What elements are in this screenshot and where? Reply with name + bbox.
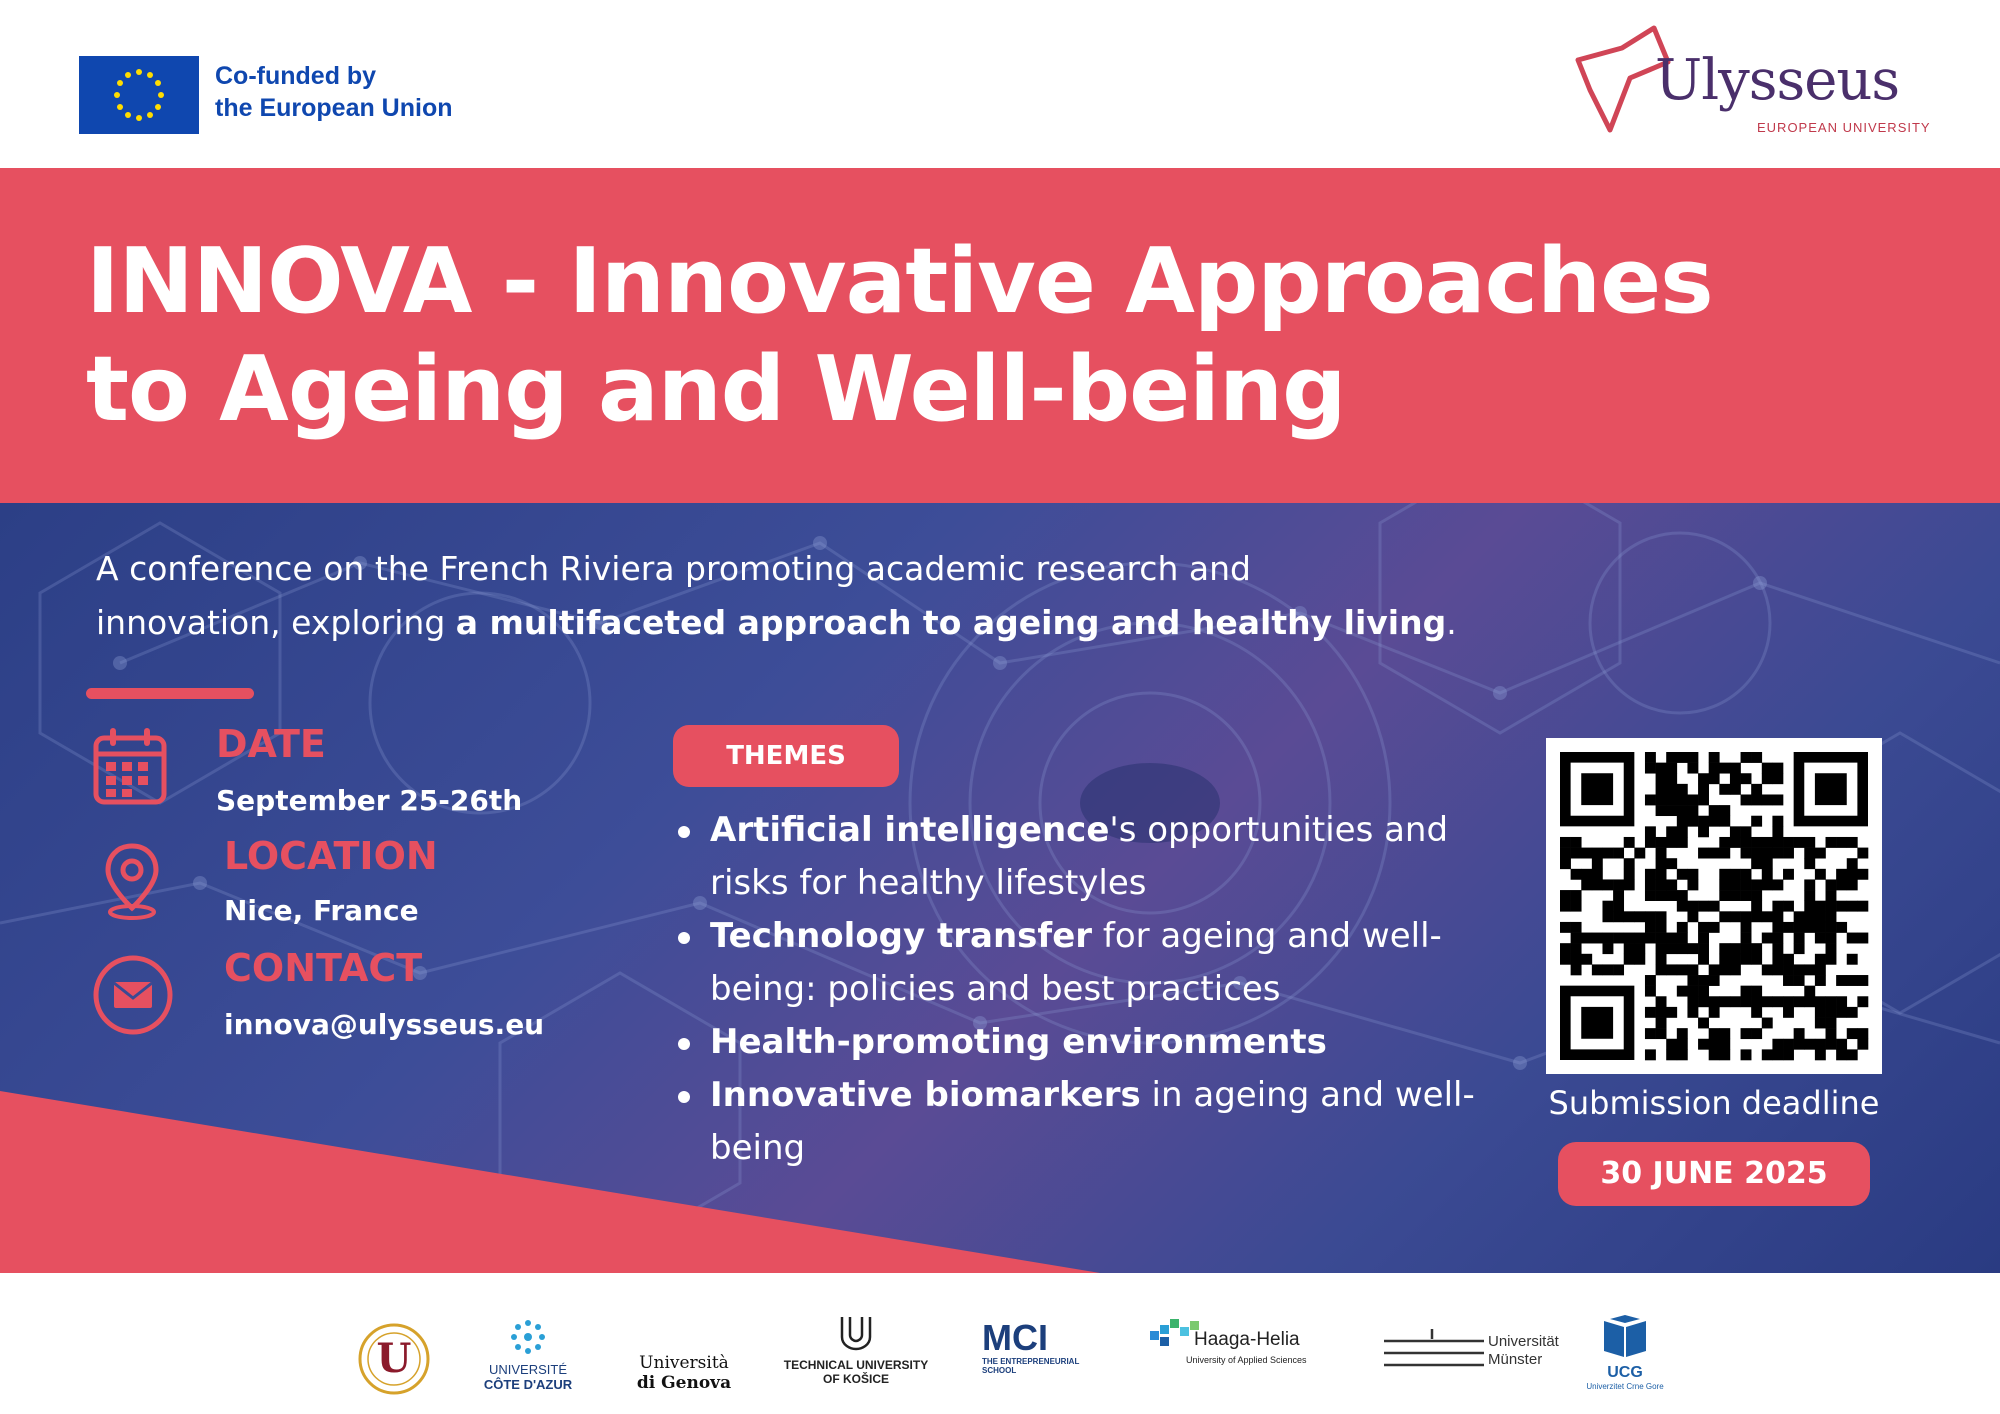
partner-logos-footer (0, 1273, 2000, 1414)
theme-item (672, 1016, 1492, 1069)
eu-flag-icon (79, 56, 199, 134)
mci-line-3: SCHOOL (982, 1366, 1017, 1375)
genova-line-1: Università (639, 1353, 729, 1373)
munster-line-1: Universität (1488, 1333, 1559, 1350)
location-value: Nice, France (224, 894, 419, 927)
title-line-1: INNOVA - Innovative Approaches (86, 229, 1713, 334)
haaga-helia-squares-icon (1150, 1317, 1200, 1351)
location-pin-icon (96, 840, 168, 920)
mci-logo (982, 1319, 1112, 1375)
accent-divider (86, 688, 254, 699)
mci-line-2: THE ENTREPRENEURIAL (982, 1357, 1080, 1366)
kosice-line-2: OF KOŠICE (822, 1372, 889, 1386)
qr-code[interactable] (1546, 738, 1882, 1074)
theme-item-bold: Health-promoting environments (710, 1022, 1327, 1062)
genova-line-2: di Genova (636, 1373, 732, 1393)
submission-deadline-date: 30 JUNE 2025 (1558, 1142, 1870, 1206)
theme-item-rest: 's opportunities and risks for healthy lifestyles (710, 810, 1449, 903)
ulysseus-logo-name: Ulysseus (1655, 48, 1900, 113)
haaga-helia-line-1: Haaga-Helia (1194, 1329, 1300, 1350)
kosice-line-1: TECHNICAL UNIVERSITY (783, 1358, 929, 1372)
page-title (86, 228, 1966, 444)
munster-lines-icon (1384, 1329, 1484, 1369)
theme-item (672, 804, 1492, 910)
calendar-icon (92, 726, 168, 806)
genova-logo (630, 1353, 738, 1393)
theme-item-bold: Innovative biomarkers (710, 1075, 1141, 1115)
date-value: September 25-26th (216, 784, 523, 817)
ucg-line-2: Univerzitet Crne Gore (1586, 1382, 1664, 1391)
kosice-logo (772, 1313, 940, 1386)
sevilla-letter: U (376, 1335, 412, 1382)
eu-line-1: Co-funded by (215, 62, 377, 90)
qr-code-image (1546, 738, 1882, 1074)
submission-deadline-label: Submission deadline (1548, 1084, 1880, 1122)
date-label: DATE (216, 722, 326, 766)
theme-item (672, 1069, 1492, 1175)
mail-icon (92, 954, 174, 1036)
cote-azur-logo (478, 1317, 578, 1392)
intro-line-2 (96, 596, 1696, 650)
ulysseus-logo-subtitle: EUROPEAN UNIVERSITY (1757, 120, 1931, 135)
ucg-logo (1580, 1313, 1670, 1391)
sevilla-logo (356, 1321, 432, 1397)
kosice-emblem-icon (836, 1313, 876, 1353)
intro-line-1: A conference on the French Riviera promoting academic research and (96, 549, 1251, 588)
ucg-line-1: UCG (1607, 1364, 1643, 1381)
intro-text (96, 542, 1696, 650)
theme-item-rest: for ageing and well-being: policies and best practices (710, 916, 1442, 1009)
location-label: LOCATION (224, 834, 438, 878)
theme-item-bold: Technology transfer (710, 916, 1093, 956)
eu-cofunded-text (215, 60, 453, 124)
contact-label: CONTACT (224, 946, 423, 990)
cote-azur-line-1: UNIVERSITÉ (488, 1362, 567, 1377)
title-line-2: to Ageing and Well-being (86, 337, 1346, 442)
haaga-helia-line-2: University of Applied Sciences (1186, 1355, 1307, 1365)
munster-line-2: Münster (1488, 1351, 1543, 1368)
intro-line-2-end: . (1446, 603, 1457, 642)
intro-line-2-bold: a multifaceted approach to ageing and healthy living (455, 603, 1447, 642)
mci-line-1: MCI (982, 1317, 1048, 1358)
intro-line-2-start: innovation, exploring (96, 603, 456, 642)
eu-line-2: the European Union (215, 94, 453, 122)
theme-item (672, 910, 1492, 1016)
theme-item-bold: Artificial intelligence (710, 810, 1110, 850)
themes-badge: THEMES (673, 725, 899, 787)
cote-azur-dots-icon (508, 1317, 548, 1357)
contact-email[interactable]: innova@ulysseus.eu (224, 1008, 545, 1041)
header-bar (0, 0, 2000, 168)
cote-azur-line-2: CÔTE D'AZUR (483, 1377, 573, 1392)
theme-item-rest: in ageing and well-being (710, 1075, 1475, 1168)
themes-list (672, 804, 1492, 1175)
ucg-book-icon (1600, 1313, 1650, 1359)
